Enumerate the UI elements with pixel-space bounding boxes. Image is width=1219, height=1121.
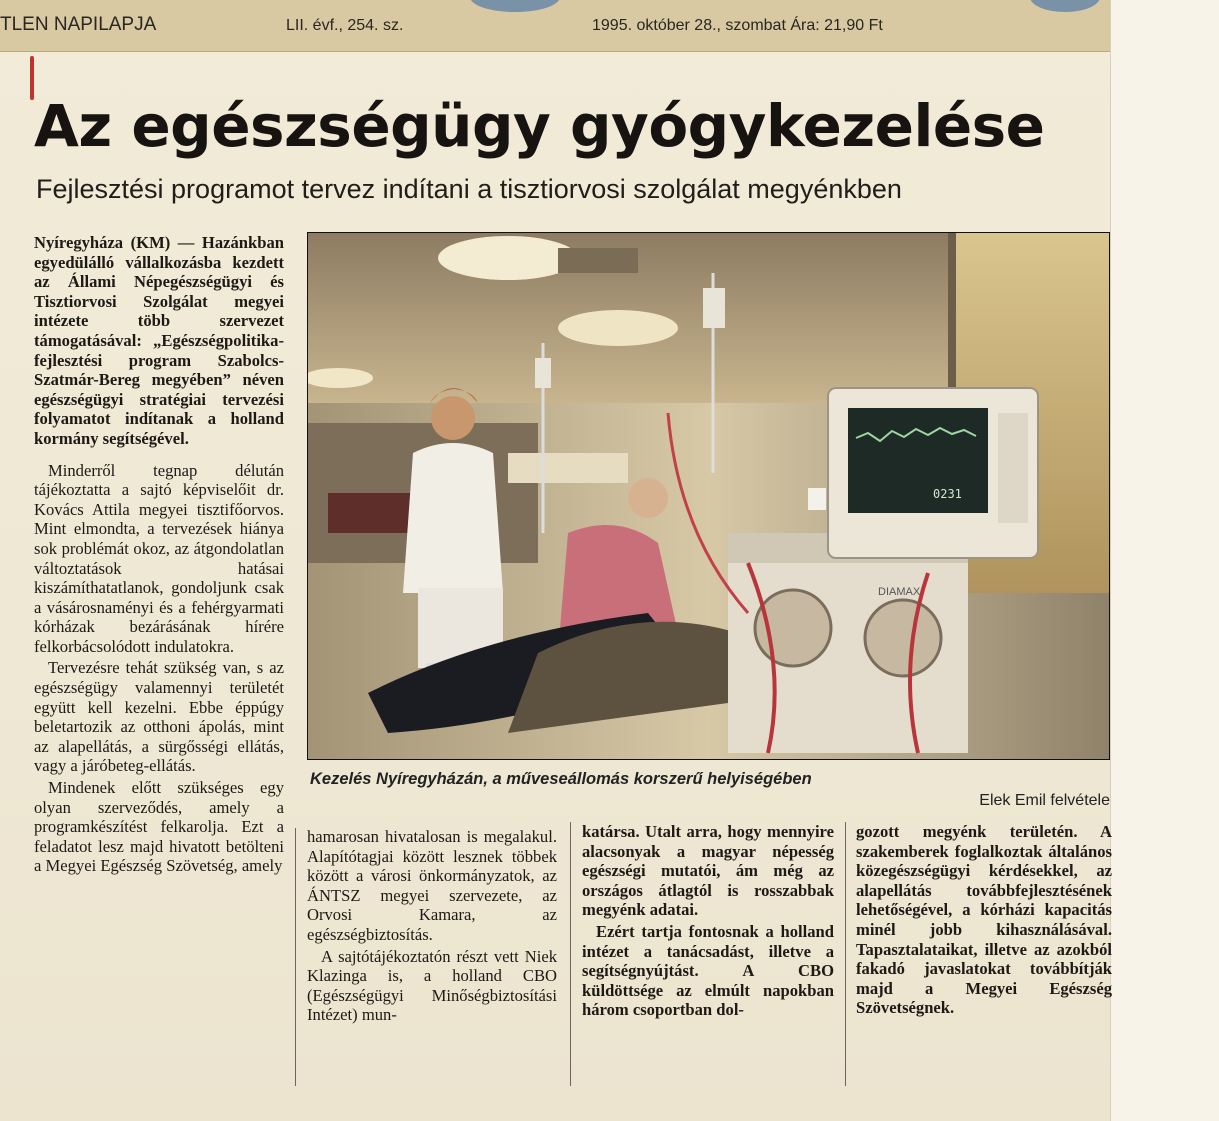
article-column-4 bbox=[856, 822, 1112, 1020]
article-column-3 bbox=[582, 822, 834, 1022]
column-divider bbox=[295, 828, 296, 1086]
body-paragraph: katársa. Utalt arra, hogy mennyire alacsonyak a magyar népesség egészségi mutatói, ám még az országos átlagtól is rosszabbak megyénk adatai. bbox=[582, 822, 834, 920]
body-paragraph: gozott megyénk területén. A szakemberek foglalkoztak általános közegészségügyi kérdésekkel, az alapellátás továbbfejlesztésének lehetőségével, a kórházi kapacitás minél jobb kihasználásával. Tapasztalataikat, illetve az azokból fakadó javaslatokat továbbítják majd a Megyei Egészség Szövetségnek. bbox=[856, 822, 1112, 1018]
monitor-readout: 0231 bbox=[933, 487, 962, 501]
article-column-1 bbox=[34, 233, 284, 878]
masthead-bar bbox=[0, 0, 1110, 52]
article-photo bbox=[307, 232, 1110, 760]
body-paragraph: Tervezésre tehát szükség van, s az egészségügy valamennyi területét együtt kell kezelni. Ebbe éppúgy beletartozik az otthoni ápolás, mint az alapellátás, a sürgősségi ellátás, vagy a járóbeteg-ellátás. bbox=[34, 658, 284, 776]
machine-brand-label: DIAMAX bbox=[878, 586, 921, 598]
body-paragraph: A sajtótájékoztatón részt vett Niek Klazinga is, a holland CBO (Egészségügyi Minőségbiztosítási Intézet) mun- bbox=[307, 946, 557, 1025]
column-divider bbox=[845, 822, 846, 1086]
body-paragraph: Ezért tartja fontosnak a holland intézet a tanácsadást, illetve a segítségnyújtást. A CBO küldöttsége az elmúlt napokban három csoportban dol- bbox=[582, 921, 834, 1020]
photo-caption: Kezelés Nyíregyházán, a műveseállomás korszerű helyiségében bbox=[310, 770, 812, 788]
photo-credit: Elek Emil felvétele bbox=[979, 792, 1110, 809]
body-paragraph: Mindenek előtt szükséges egy olyan szerveződés, amely a programkészítést felkarolja. Ezt a feladatot lesz majd hivatott betölteni a Megyei Egészség Szövetség, amely bbox=[34, 778, 284, 876]
headline: Az egészségügy gyógykezelése bbox=[34, 92, 1045, 160]
body-paragraph: hamarosan hivatalosan is megalakul. Alapítótagjai között lesznek többek között a városi önkormányzatok, az ÁNTSZ megyei szervezete, az Orvosi Kamara, az egészségbiztosítás. bbox=[307, 827, 557, 944]
issue-date-price: 1995. október 28., szombat Ára: 21,90 Ft bbox=[592, 17, 883, 34]
masthead-ornament bbox=[470, 0, 560, 12]
issue-number: LII. évf., 254. sz. bbox=[286, 17, 404, 34]
paper-name: TLEN NAPILAPJA bbox=[0, 14, 157, 35]
masthead-ornament bbox=[1030, 0, 1100, 12]
article-column-2 bbox=[307, 827, 557, 1027]
column-divider bbox=[570, 822, 571, 1086]
paper-margin bbox=[1110, 0, 1219, 1121]
lead-paragraph: Nyíregyháza (KM) — Hazánkban egyedülálló vállalkozásba kezdett az Állami Népegészségügyi és Tisztiorvosi Szolgálat megyei intézete több szervezet támogatásával: „Egészségpolitika-fejlesztési program Szabolcs-Szatmár-Bereg megyében” néven egészségügyi stratégiai tervezési folyamatot indítanak a holland kormány segítségével. bbox=[34, 233, 284, 448]
subheadline: Fejlesztési programot tervez indítani a tisztiorvosi szolgálat megyénkben bbox=[36, 174, 902, 204]
dialysis-room-photo bbox=[308, 233, 1110, 760]
body-paragraph: Minderről tegnap délután tájékoztatta a sajtó képviselőit dr. Kovács Attila megyei tisztifőorvos. Mint elmondta, a tervezések hiánya sok problémát okoz, az átgondolatlan változtatások hatásai kiszámíthatatlanok, gondoljunk csak a vásárosnaményi és a fehérgyarmati kórházak bezárásának hírére felkorbácsolódott indulatokra. bbox=[34, 460, 284, 656]
